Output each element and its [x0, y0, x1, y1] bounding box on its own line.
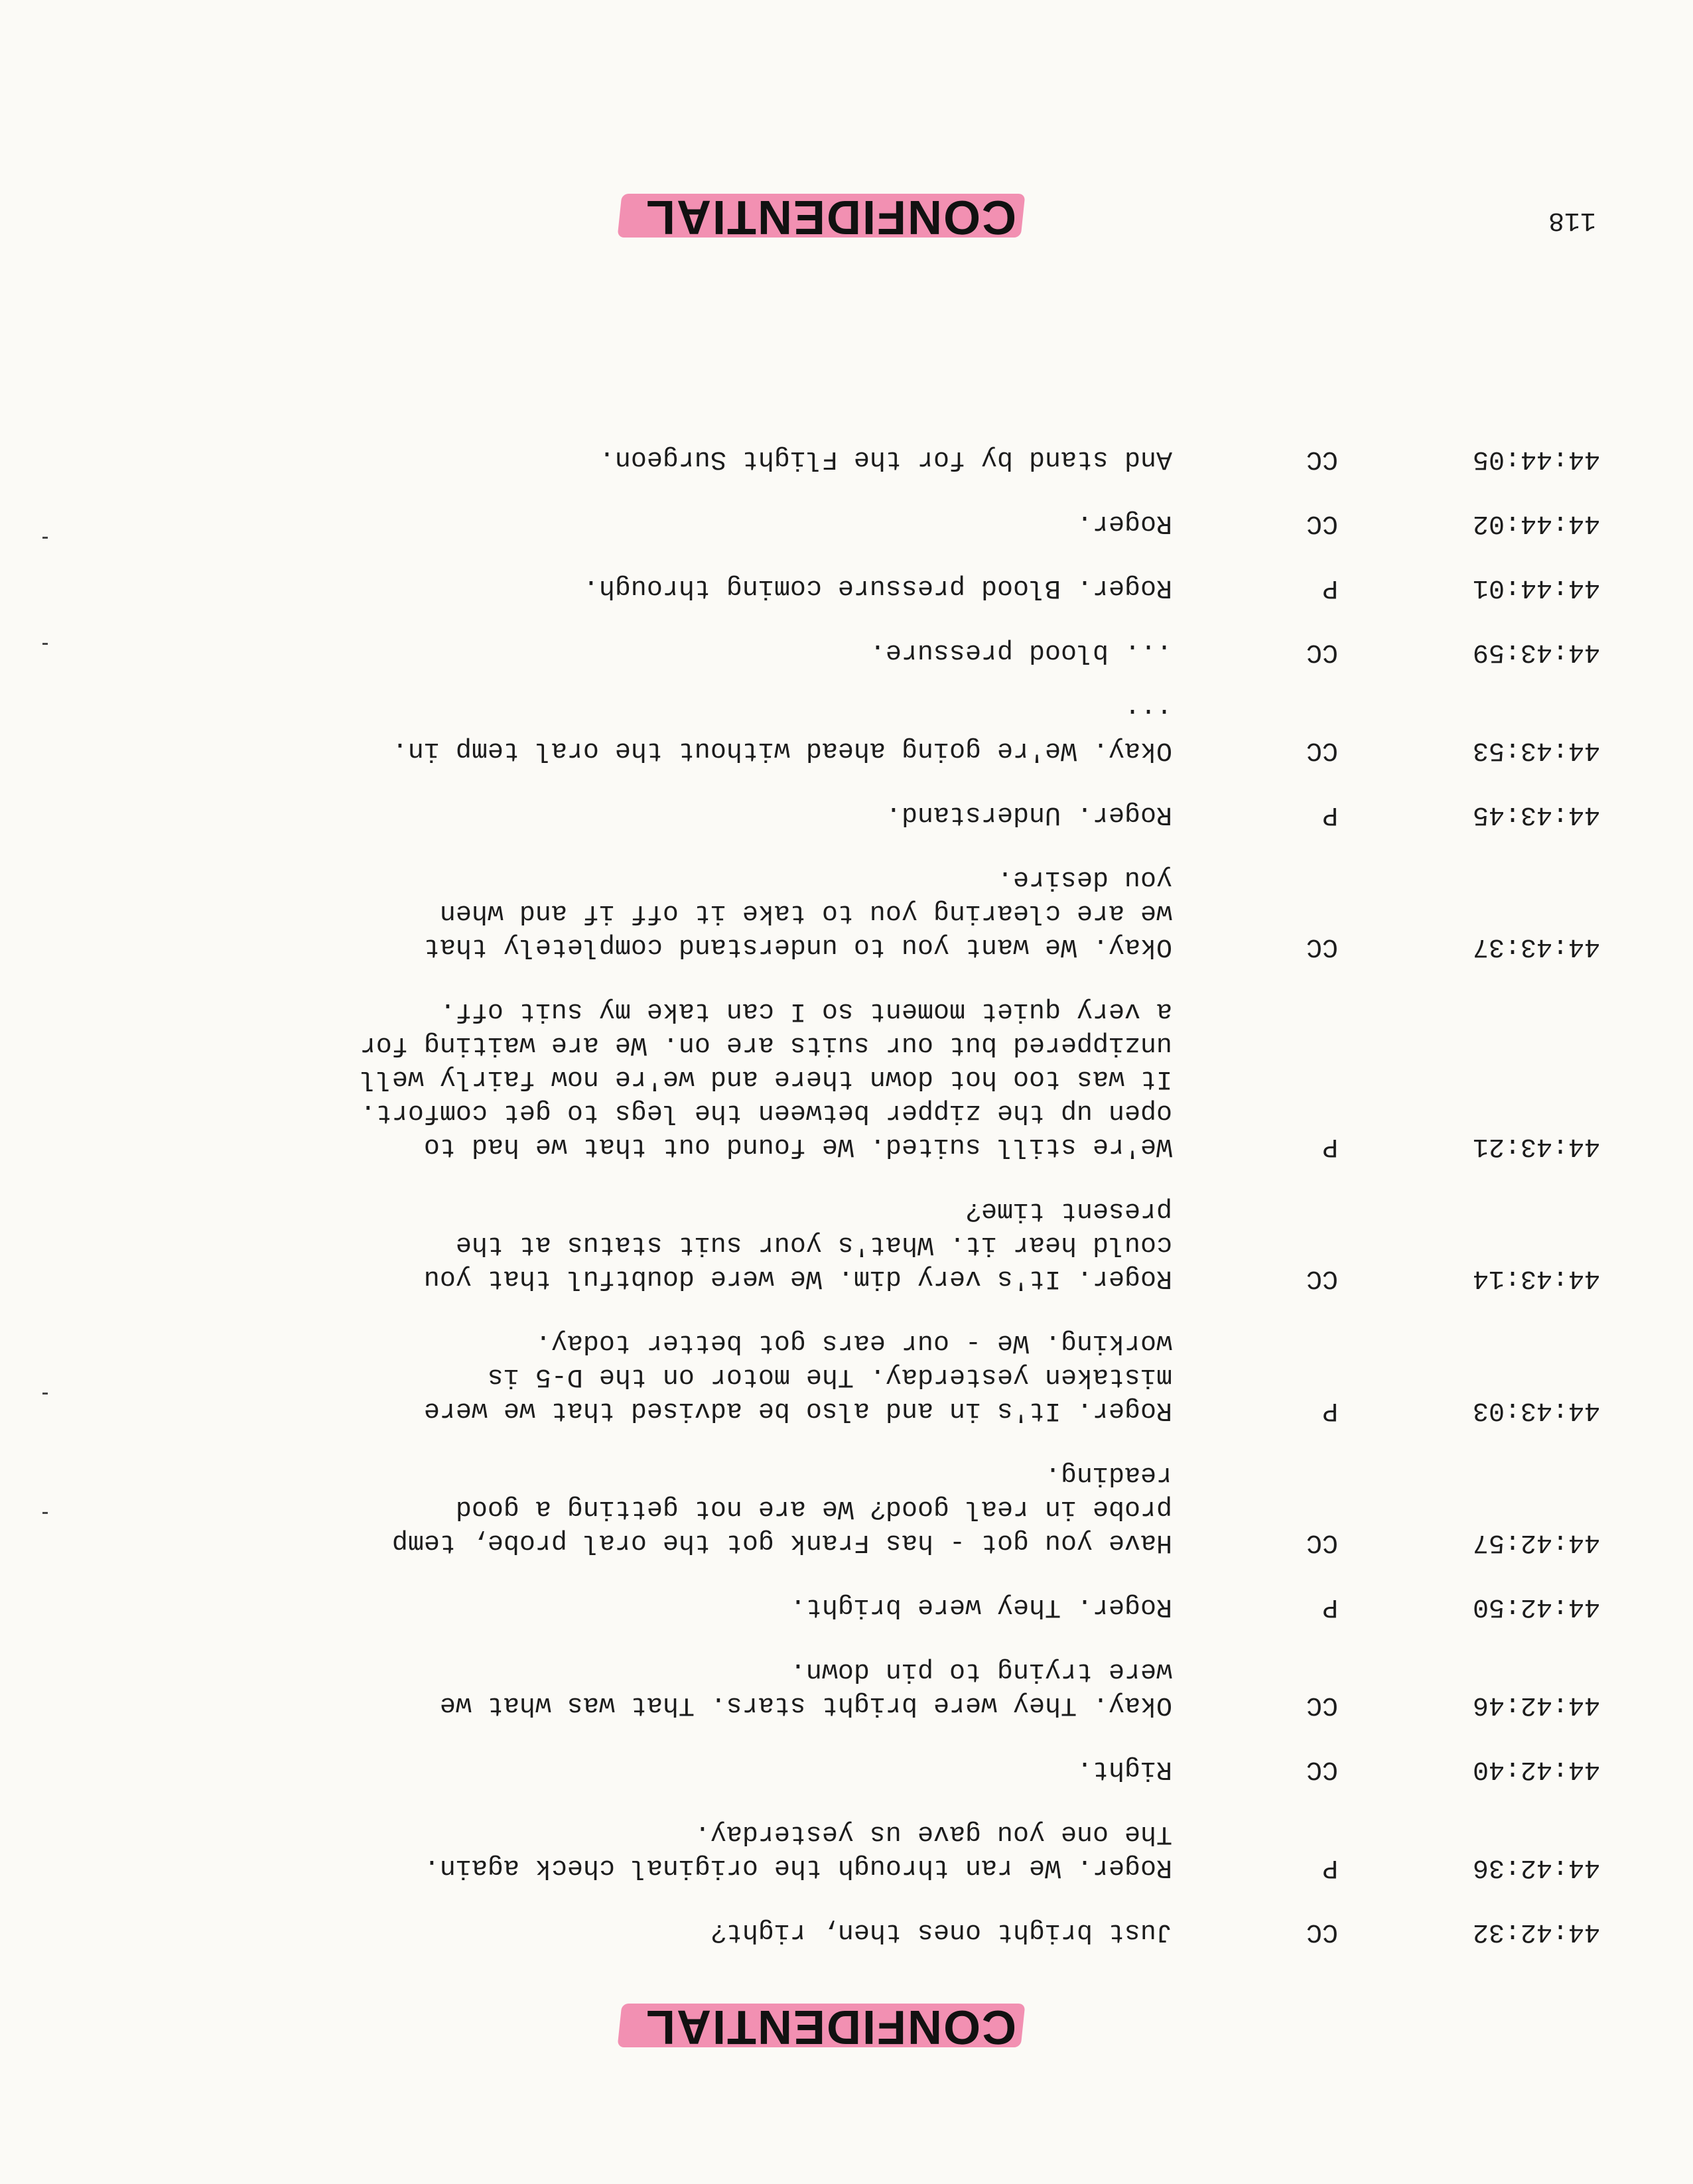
- entry-speaker: CC: [1306, 735, 1338, 765]
- entry-text: Roger.: [1076, 508, 1172, 538]
- transcript-entry: [74, 797, 1600, 831]
- confidential-stamp-top: [632, 1997, 1030, 2057]
- entry-text: Okay. We want you to understand completely that we are clearing you to take it off if and when you desire.: [423, 864, 1172, 961]
- entry-time: 44:44:02: [1472, 508, 1600, 538]
- transcript-entry: [74, 571, 1600, 604]
- entry-time: 44:42:50: [1472, 1592, 1600, 1621]
- entry-speaker: P: [1321, 573, 1338, 602]
- entry-time: 44:43:59: [1472, 637, 1600, 667]
- entry-speaker: CC: [1306, 1917, 1338, 1946]
- transcript-entry: [74, 994, 1600, 1163]
- entry-text: Have you got - has Frank got the oral probe, temp probe in real good? We are not getting a good reading.: [391, 1460, 1172, 1557]
- entry-speaker: P: [1321, 1131, 1338, 1161]
- entry-speaker: P: [1321, 1592, 1338, 1621]
- entry-speaker: P: [1321, 1395, 1338, 1425]
- entry-text: Roger. It's very dim. We were doubtful that you could hear it. What's your suit status at the present time?: [423, 1195, 1172, 1293]
- stamp-text: CONFIDENTIAL: [645, 2000, 1016, 2053]
- entry-text: And stand by for the Flight Surgeon.: [598, 444, 1172, 474]
- entry-time: 44:42:46: [1472, 1690, 1600, 1720]
- entry-time: 44:43:37: [1472, 931, 1600, 961]
- page-number: 118: [1548, 205, 1596, 235]
- entry-speaker: CC: [1306, 931, 1338, 961]
- margin-mark: [42, 643, 48, 645]
- transcript-entry: [74, 442, 1600, 476]
- entry-text: Right.: [1076, 1754, 1172, 1784]
- entry-text: Roger. It's in and also be advised that we were mistaken yesterday. The motor on the D-5 is working. We - our ears got better today.: [423, 1328, 1172, 1425]
- entry-time: 44:42:36: [1472, 1852, 1600, 1882]
- margin-mark: [42, 1512, 48, 1514]
- entry-speaker: P: [1321, 799, 1338, 829]
- transcript-entry: [74, 1654, 1600, 1722]
- entry-time: 44:42:40: [1472, 1754, 1600, 1784]
- entry-time: 44:43:21: [1472, 1131, 1600, 1161]
- entry-speaker: CC: [1306, 1754, 1338, 1784]
- entry-time: 44:43:45: [1472, 799, 1600, 829]
- entry-time: 44:42:32: [1472, 1917, 1600, 1946]
- entry-speaker: CC: [1306, 1527, 1338, 1557]
- entry-time: 44:43:53: [1472, 735, 1600, 765]
- entry-speaker: P: [1321, 1852, 1338, 1882]
- entry-time: 44:44:01: [1472, 573, 1600, 602]
- transcript-entry: [74, 862, 1600, 963]
- confidential-stamp-bottom: [632, 187, 1030, 247]
- margin-mark: [42, 537, 48, 539]
- entry-speaker: CC: [1306, 637, 1338, 667]
- transcript-entry: [74, 1915, 1600, 1948]
- transcript-entry: [74, 1752, 1600, 1786]
- transcript-entry: [74, 699, 1600, 767]
- entry-text: Roger. They were bright.: [789, 1592, 1172, 1621]
- transcript-entry: [74, 1590, 1600, 1623]
- transcript-entry: [74, 1816, 1600, 1884]
- transcript-entry: [74, 1326, 1600, 1427]
- entry-text: Just bright ones then, right?: [710, 1917, 1172, 1946]
- margin-mark: [42, 1393, 48, 1395]
- entry-speaker: CC: [1306, 508, 1338, 538]
- entry-text: Roger. Blood pressure coming through.: [582, 573, 1172, 602]
- entry-speaker: CC: [1306, 1690, 1338, 1720]
- transcript-entry: [74, 506, 1600, 540]
- entry-speaker: CC: [1306, 1263, 1338, 1293]
- entry-time: 44:42:57: [1472, 1527, 1600, 1557]
- entry-speaker: CC: [1306, 444, 1338, 474]
- entry-time: 44:43:14: [1472, 1263, 1600, 1293]
- entry-text: Okay. We're going ahead without the oral temp in. ...: [391, 701, 1172, 765]
- entry-text: We're still suited. We found out that we had to open up the zipper between the legs to get comfort. It was too hot down there and we're now fairly well unzippered but our suits are on. We are waiting for a very quiet moment so I can take my suit off.: [360, 996, 1172, 1161]
- stamp-text: CONFIDENTIAL: [645, 190, 1016, 243]
- entry-text: Roger. We ran through the original check again. The one you gave us yesterday.: [423, 1818, 1172, 1882]
- transcript-entry: [74, 635, 1600, 669]
- entry-time: 44:44:05: [1472, 444, 1600, 474]
- transcript-entry: [74, 1458, 1600, 1559]
- entry-time: 44:43:03: [1472, 1395, 1600, 1425]
- entry-text: ... blood pressure.: [869, 637, 1172, 667]
- entry-text: Okay. They were bright stars. That was what we were trying to pin down.: [439, 1656, 1172, 1720]
- transcript: [74, 411, 1600, 1948]
- entry-text: Roger. Understand.: [885, 799, 1172, 829]
- transcript-entry: [74, 1194, 1600, 1295]
